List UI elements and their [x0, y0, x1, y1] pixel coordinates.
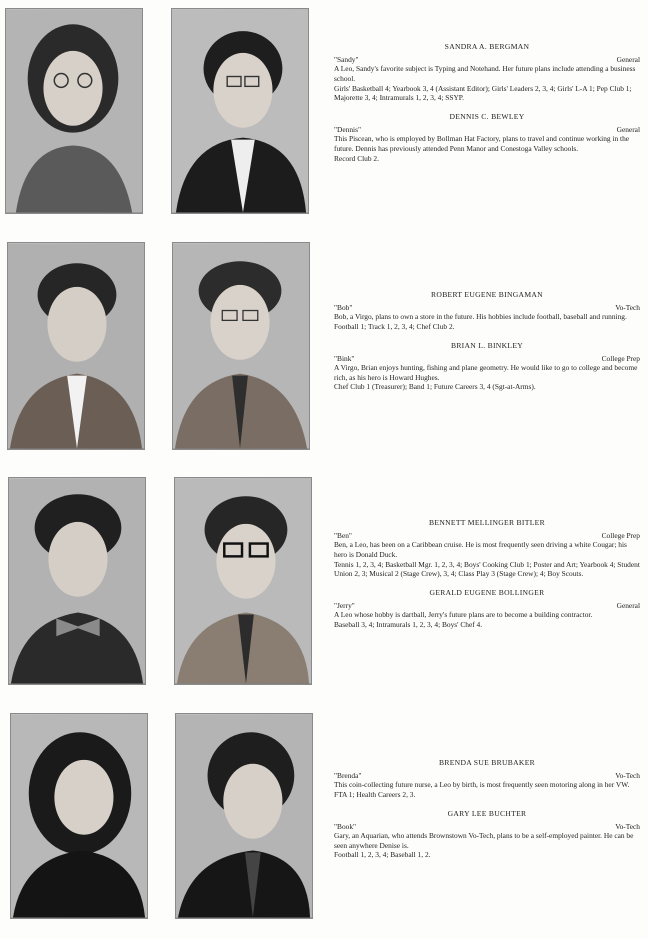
- student-bio: A Leo whose hobby is dartball, Jerry's future plans are to become a building contractor.: [334, 610, 593, 620]
- portrait-image: [172, 9, 308, 213]
- student-activities: Record Club 2.: [334, 153, 379, 163]
- student-photo: [8, 477, 146, 685]
- student-photo: [174, 477, 312, 685]
- student-name: GARY LEE BUCHTER: [447, 808, 527, 818]
- student-nickname: "Sandy": [334, 54, 359, 64]
- student-name: GERALD EUGENE BOLLINGER: [429, 587, 545, 597]
- bio-column: [334, 518, 640, 630]
- student-bio: This coin-collecting future nurse, a Leo by birth, is most frequently seen motoring along in her VW.: [334, 780, 630, 790]
- student-course: College Prep: [601, 530, 640, 540]
- student-entry: [334, 588, 640, 630]
- student-name: BRIAN L. BINKLEY: [450, 340, 524, 350]
- student-nickname: "Bink": [334, 353, 355, 363]
- bio-column: [334, 290, 640, 392]
- student-photo: [175, 713, 313, 919]
- student-name: SANDRA A. BERGMAN: [444, 42, 530, 51]
- student-entry: [334, 341, 640, 392]
- student-bio: This Piscean, who is employed by Bollman Hat Factory, plans to travel and continue working in the future. Dennis has previously attended Penn Manor and Conestoga Valley schools.: [334, 134, 630, 154]
- student-bio: A Leo, Sandy's favorite subject is Typing and Notehand. Her future plans include attending a business school.: [334, 64, 636, 84]
- student-nickname: "Jerry": [334, 600, 355, 610]
- bio-column: [334, 42, 640, 163]
- student-photo: [5, 8, 143, 214]
- student-bio: Gary, an Aquarian, who attends Brownstown Vo-Tech, plans to be a self-employed painter. He can be seen anywhere Denise is.: [334, 831, 634, 850]
- student-activities: Chef Club 1 (Treasurer); Band 1; Future Careers 3, 4 (Sgt-at-Arms).: [334, 382, 536, 392]
- portrait-image: [9, 478, 145, 684]
- student-course: College Prep: [601, 353, 640, 363]
- student-course: General: [616, 54, 640, 64]
- student-activities: Football 1, 2, 3, 4; Baseball 1, 2.: [334, 850, 431, 860]
- student-bio: Ben, a Leo, has been on a Caribbean cruise. He is most frequently seen driving a white Cougar; his hero is Donald Duck.: [334, 540, 627, 560]
- bio-column: [334, 758, 640, 860]
- student-entry: [334, 290, 640, 332]
- student-name: BENNETT MELLINGER BITLER: [429, 518, 545, 527]
- student-nickname: "Ben": [334, 530, 352, 540]
- student-photo: [7, 242, 145, 450]
- student-activities: FTA 1; Health Careers 2, 3.: [334, 790, 416, 800]
- student-entry: [334, 758, 640, 800]
- student-entry: [334, 518, 640, 579]
- student-activities: Football 1; Track 1, 2, 3, 4; Chef Club 2.: [334, 322, 455, 332]
- portrait-image: [6, 9, 142, 213]
- student-course: General: [616, 600, 640, 610]
- student-photo: [171, 8, 309, 214]
- student-name: ROBERT EUGENE BINGAMAN: [431, 290, 543, 299]
- student-nickname: "Dennis": [334, 124, 361, 134]
- student-course: Vo-Tech: [615, 302, 640, 312]
- student-name: BRENDA SUE BRUBAKER: [439, 758, 535, 767]
- student-nickname: "Bob": [334, 302, 353, 312]
- student-photo: [10, 713, 148, 919]
- student-activities: Baseball 3, 4; Intramurals 1, 2, 3, 4; Boys' Chef 4.: [334, 620, 483, 630]
- portrait-image: [173, 243, 309, 449]
- student-nickname: "Book": [334, 821, 357, 831]
- student-photo: [172, 242, 310, 450]
- student-course: General: [616, 124, 640, 134]
- portrait-image: [175, 478, 311, 684]
- portrait-image: [8, 243, 144, 449]
- student-activities: Tennis 1, 2, 3, 4; Basketball Mgr. 1, 2, 3, 4; Boys' Cooking Club 1; Poster and Art; Yearbook 4; Student Union 2, 3; Musical 2 (Stage Crew), 3, 4; Class Play 3 (Stage Crew); 4; Boy Scouts.: [334, 559, 640, 579]
- student-entry: [334, 112, 640, 163]
- student-course: Vo-Tech: [615, 770, 640, 780]
- portrait-image: [11, 714, 147, 918]
- student-name: DENNIS C. BEWLEY: [449, 111, 525, 121]
- student-bio: A Virgo, Brian enjoys hunting, fishing and plane geometry. He would like to go to college and become rich, as his hero is Howard Hughes.: [334, 363, 638, 382]
- portrait-image: [176, 714, 312, 918]
- student-nickname: "Brenda": [334, 770, 362, 780]
- student-course: Vo-Tech: [615, 821, 640, 831]
- student-entry: [334, 42, 640, 103]
- student-bio: Bob, a Virgo, plans to own a store in the future. His hobbies include football, baseball and running.: [334, 312, 627, 322]
- student-activities: Girls' Basketball 4; Yearbook 3, 4 (Assistant Editor); Girls' Leaders 2, 3, 4; Girls' L-A 1; Pep Club 1; Majorette 3, 4; Intramurals 1, 2, 3, 4; SSYP.: [334, 83, 632, 103]
- student-entry: [334, 809, 640, 860]
